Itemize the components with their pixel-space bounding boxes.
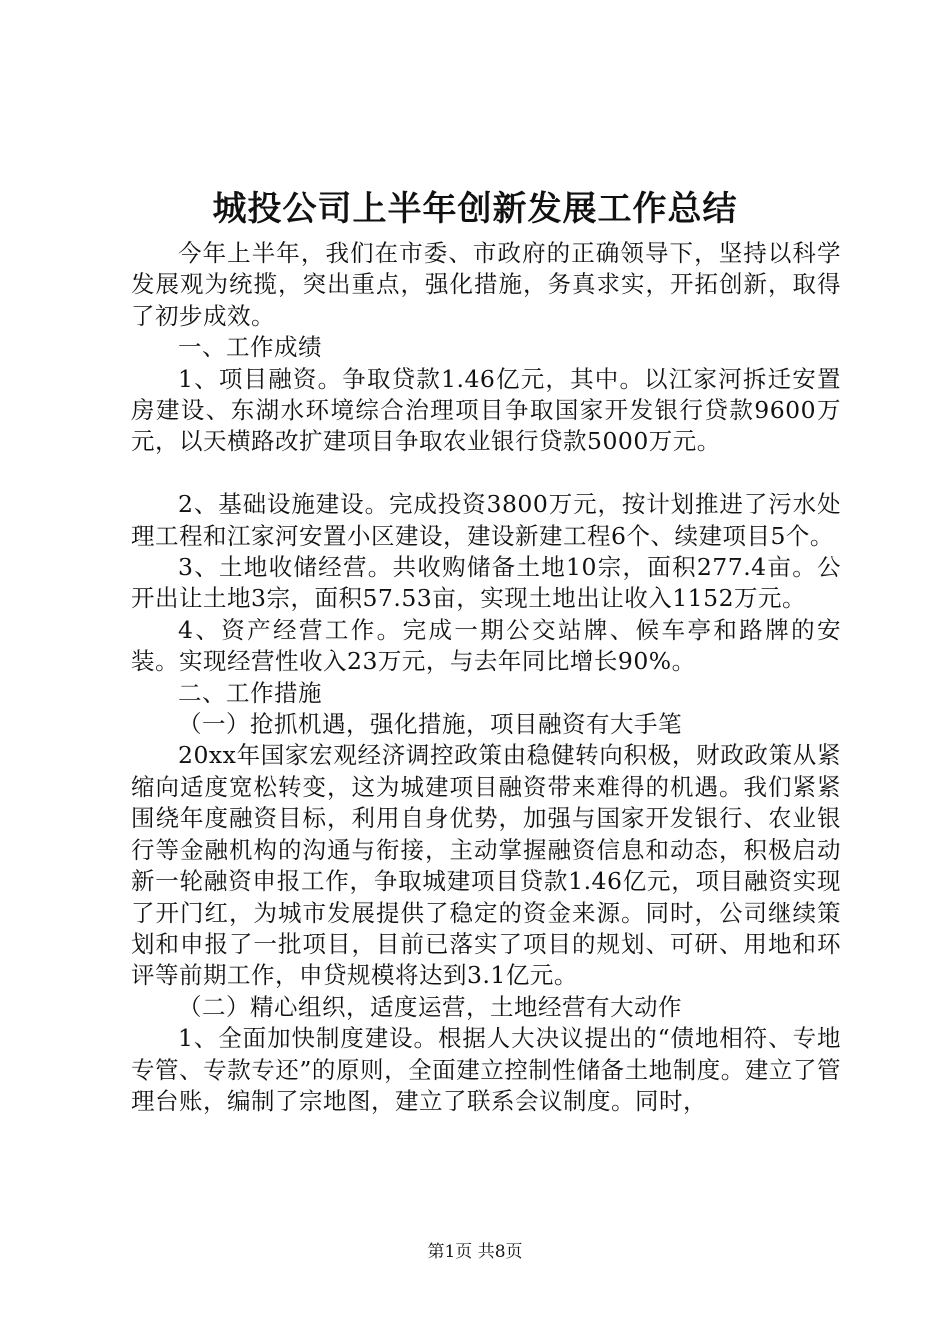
section-heading-measures: 二、工作措施 (178, 678, 322, 707)
paragraph-intro: 今年上半年，我们在市委、市政府的正确领导下，坚持以科学发展观为统揽，突出重点，强化措施，务真求实，开拓创新，取得了初步成效。 (131, 239, 841, 330)
paragraph-land-reserve: 3、土地收储经营。共收购储备土地10宗，面积277.4亩。公开出让土地3宗，面积57.53亩，实现土地出让收入1152万元。 (131, 553, 841, 613)
document-title: 城投公司上半年创新发展工作总结 (212, 189, 738, 229)
paragraph-financing: 1、项目融资。争取贷款1.46亿元，其中。以江家河拆迁安置房建设、东湖水环境综合治理项目争取国家开发银行贷款9600万元，以天横路改扩建项目争取农业银行贷款5000万元。 (131, 364, 841, 456)
subsection-heading-2: （二）精心组织，适度运营，土地经营有大动作 (178, 992, 682, 1021)
paragraph-financing-detail: 20xx年国家宏观经济调控政策由稳健转向积极，财政政策从紧缩向适度宽松转变，这为城建项目融资带来难得的机遇。我们紧紧围绕年度融资目标，利用自身优势，加强与国家开发银行、农业银行等金融机构的沟通与衔接，主动掌握融资信息和动态，积极启动新一轮融资申报工作，争取城建项目贷款1.46亿元，项目融资实现了开门红，为城市发展提供了稳定的资金来源。同时，公司继续策划和申报了一批项目，目前已落实了项目的规划、可研、用地和环评等前期工作，申贷规模将达到3.1亿元。 (131, 741, 841, 990)
subsection-heading-1: （一）抢抓机遇，强化措施，项目融资有大手笔 (178, 710, 682, 739)
paragraph-asset-operation: 4、资产经营工作。完成一期公交站牌、候车亭和路牌的安装。实现经营性收入23万元，与去年同比增长90%。 (131, 615, 841, 676)
paragraph-infrastructure: 2、基础设施建设。完成投资3800万元，按计划推进了污水处理工程和江家河安置小区建设，建设新建工程6个、续建项目5个。 (131, 490, 841, 550)
paragraph-system-building: 1、全面加快制度建设。根据人大决议提出的“债地相符、专地专管、专款专还”的原则，全面建立控制性储备土地制度。建立了管理台账，编制了宗地图，建立了联系会议制度。同时， (131, 1024, 841, 1115)
document-body (131, 238, 841, 1117)
blank-line (131, 458, 841, 489)
section-heading-achievements: 一、工作成绩 (178, 333, 322, 362)
page-footer: 第1页 共8页 (427, 1242, 523, 1262)
